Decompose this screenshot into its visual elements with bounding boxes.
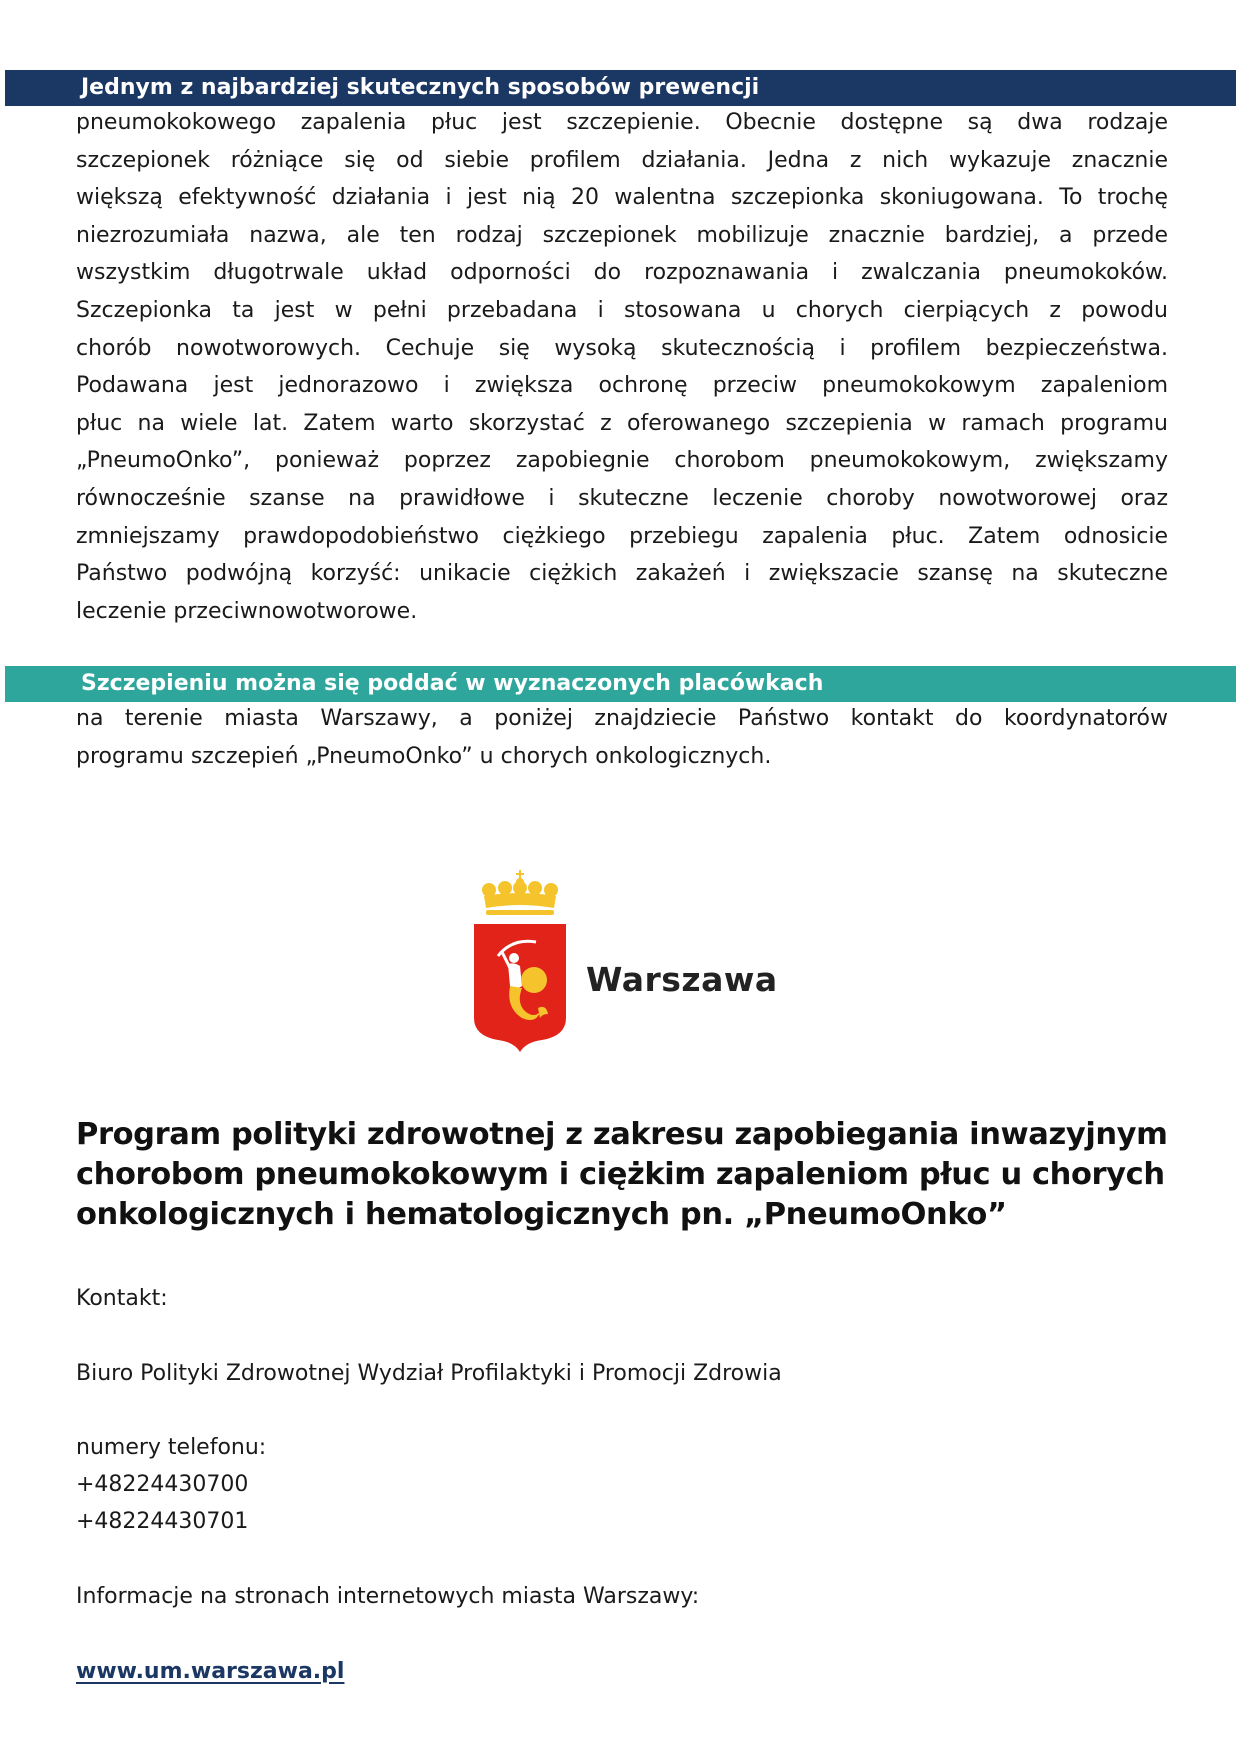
paragraph-line: „PneumoOnko”, ponieważ poprzez zapobiegnie chorobom pneumokokowym, zwiększamy [76, 448, 1168, 474]
paragraph-line: niezrozumiała nazwa, ale ten rodzaj szczepionek mobilizuje znacznie bardziej, a przede [76, 222, 1168, 248]
warsaw-coat-of-arms-icon [470, 868, 570, 1052]
program-title-line: Program polityki zdrowotnej z zakresu zapobiegania inwazyjnym [76, 1117, 1168, 1152]
paragraph-line: na terenie miasta Warszawy, a poniżej znajdziecie Państwo kontakt do koordynatorów [76, 706, 1168, 731]
contact-label: Kontakt: [76, 1286, 168, 1311]
warszawa-logo [470, 868, 790, 1052]
program-title [76, 1115, 1176, 1235]
website-link[interactable]: www.um.warszawa.pl [76, 1659, 345, 1684]
paragraph-line: Podawana jest jednorazowo i zwiększa ochronę przeciw pneumokokowym zapaleniom [76, 373, 1168, 399]
office-name: Biuro Polityki Zdrowotnej Wydział Profilaktyki i Promocji Zdrowia [76, 1361, 782, 1386]
paragraph-line: szczepionek różniące się od siebie profilem działania. Jedna z nich wykazuje znacznie [76, 147, 1168, 173]
banner-prevention-text: Jednym z najbardziej skutecznych sposobów prewencji [81, 75, 760, 100]
phone-number: +48224430700 [76, 1472, 249, 1497]
paragraph-line: Szczepionka ta jest w pełni przebadana i stosowana u chorych cierpiących z powodu [76, 297, 1168, 323]
paragraph-line: zmniejszamy prawdopodobieństwo ciężkiego przebiegu zapalenia płuc. Zatem odnosicie [76, 523, 1168, 549]
paragraph-line: wszystkim długotrwale układ odporności do rozpoznawania i zwalczania pneumokoków. [76, 260, 1168, 286]
banner-vaccination-text: Szczepieniu można się poddać w wyznaczonych placówkach [81, 671, 824, 696]
vaccination-paragraph [76, 700, 1168, 775]
logo-city-name: Warszawa [586, 960, 778, 999]
phones-label: numery telefonu: [76, 1435, 267, 1460]
paragraph-line: programu szczepień „PneumoOnko” u chorych onkologicznych. [76, 743, 772, 769]
paragraph-line: większą efektywność działania i jest nią 20 walentna szczepionka skoniugowana. To trochę [76, 185, 1168, 211]
website-info-label: Informacje na stronach internetowych miasta Warszawy: [76, 1584, 700, 1609]
paragraph-line: pneumokokowego zapalenia płuc jest szczepienie. Obecnie dostępne są dwa rodzaje [76, 110, 1168, 135]
program-title-line: onkologicznych i hematologicznych pn. „PneumoOnko” [76, 1197, 1007, 1232]
paragraph-line: Państwo podwójną korzyść: unikacie ciężkich zakażeń i zwiększacie szansę na skuteczne [76, 561, 1168, 587]
paragraph-line: płuc na wiele lat. Zatem warto skorzystać z oferowanego szczepienia w ramach programu [76, 410, 1168, 436]
paragraph-line: chorób nowotworowych. Cechuje się wysoką skutecznością i profilem bezpieczeństwa. [76, 335, 1168, 361]
section-banner-vaccination [5, 666, 1236, 702]
paragraph-line: leczenie przeciwnowotworowe. [76, 598, 418, 624]
prevention-paragraph [76, 104, 1168, 630]
phone-number: +48224430701 [76, 1509, 249, 1534]
section-banner-prevention [5, 70, 1236, 106]
paragraph-line: równocześnie szanse na prawidłowe i skuteczne leczenie choroby nowotworowej oraz [76, 485, 1168, 511]
program-title-line: chorobom pneumokokowym i ciężkim zapaleniom płuc u chorych [76, 1157, 1165, 1192]
